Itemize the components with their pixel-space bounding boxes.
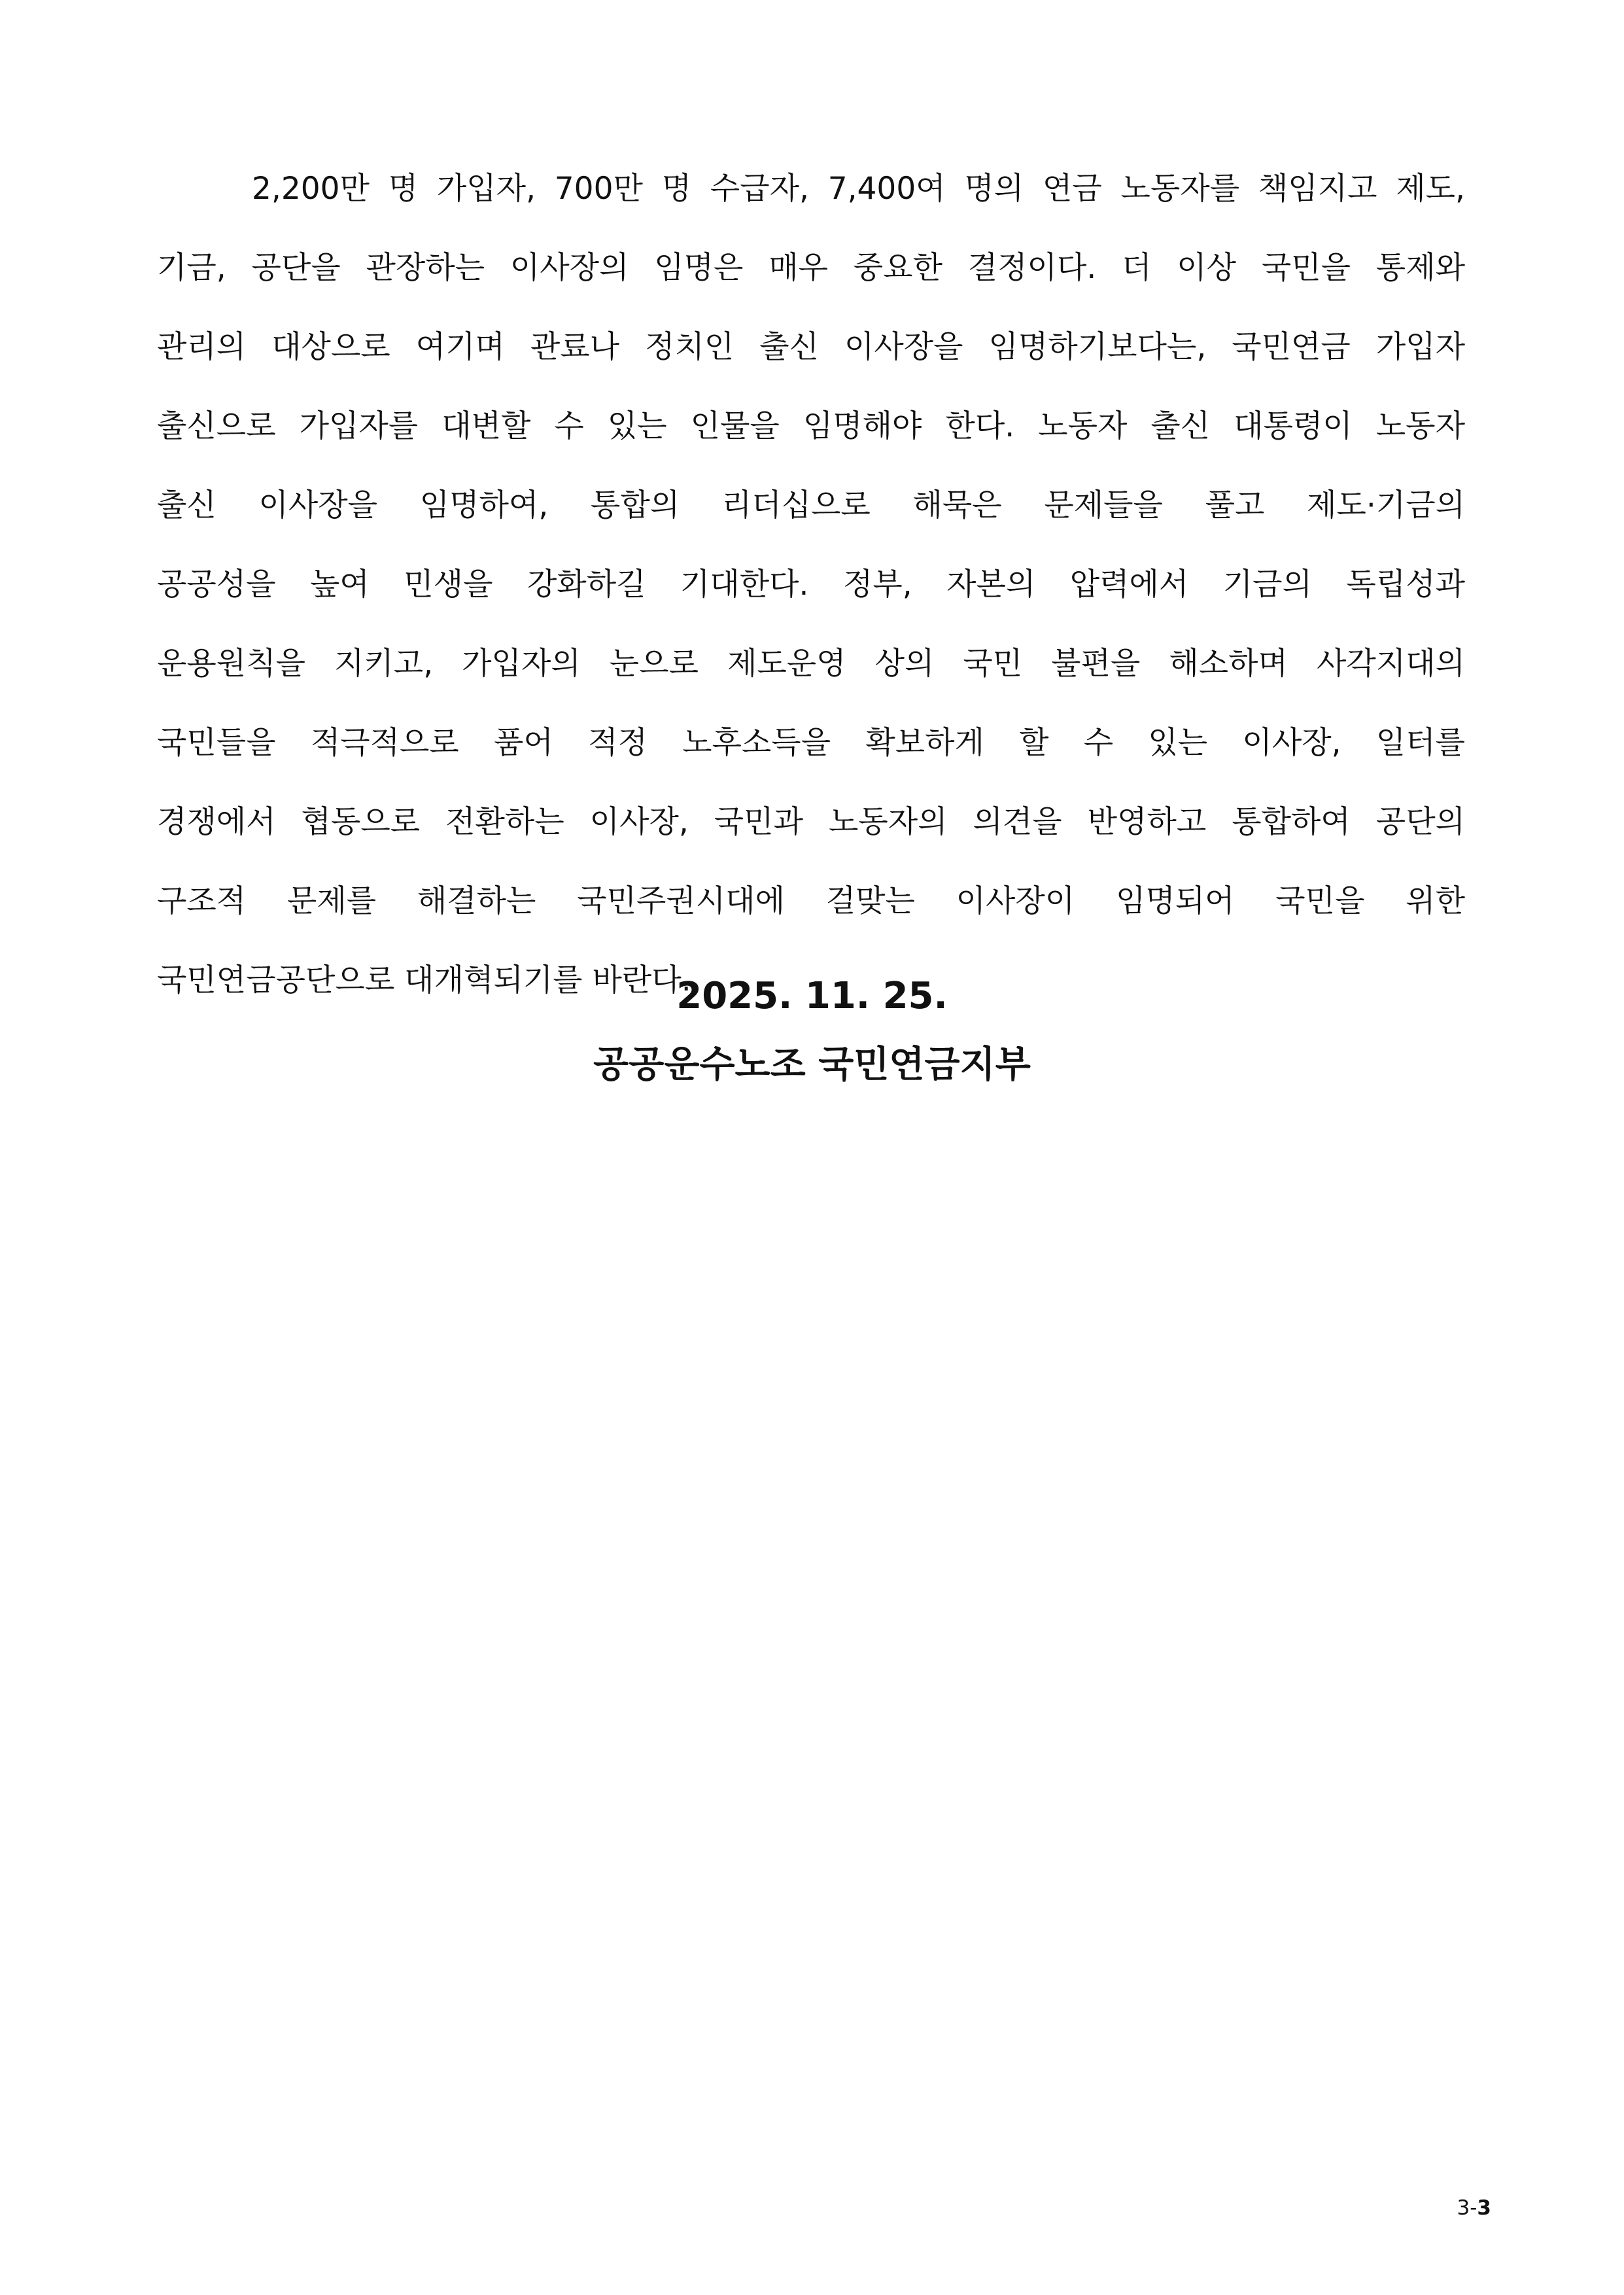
body-line: 공공성을 높여 민생을 강화하길 기대한다. 정부, 자본의 압력에서 기금의 독립성과 — [157, 567, 1465, 603]
body-line: 구조적 문제를 해결하는 국민주권시대에 걸맞는 이사장이 임명되어 국민을 위한 — [157, 883, 1465, 919]
body-line: 국민들을 적극적으로 품어 적정 노후소득을 확보하게 할 수 있는 이사장, 일터를 — [157, 725, 1465, 761]
body-line: 출신 이사장을 임명하여, 통합의 리더십으로 해묵은 문제들을 풀고 제도·기금의 — [157, 487, 1465, 523]
body-line: 관리의 대상으로 여기며 관료나 정치인 출신 이사장을 임명하기보다는, 국민연금 가입자 — [157, 329, 1465, 365]
statement-body — [157, 149, 1465, 1020]
body-line: 출신으로 가입자를 대변할 수 있는 인물을 임명해야 한다. 노동자 출신 대통령이 노동자 — [157, 408, 1465, 444]
page-number-current: 3 — [1477, 2196, 1491, 2220]
page-number — [1413, 2195, 1491, 2221]
body-line: 2,200만 명 가입자, 700만 명 수급자, 7,400여 명의 연금 노동자를 책임지고 제도, — [252, 171, 1465, 207]
page-number-prefix: 3- — [1457, 2196, 1477, 2220]
body-line: 기금, 공단을 관장하는 이사장의 임명은 매우 중요한 결정이다. 더 이상 국민을 통제와 — [157, 250, 1465, 286]
body-line: 운용원칙을 지키고, 가입자의 눈으로 제도운영 상의 국민 불편을 해소하며 사각지대의 — [157, 646, 1465, 682]
body-line: 경쟁에서 협동으로 전환하는 이사장, 국민과 노동자의 의견을 반영하고 통합하여 공단의 — [157, 804, 1465, 840]
body-line: 국민연금공단으로 대개혁되기를 바란다. — [157, 962, 691, 998]
statement-date: 2025. 11. 25. — [676, 975, 948, 1017]
issuing-organization: 공공운수노조 국민연금지부 — [593, 1043, 1031, 1086]
